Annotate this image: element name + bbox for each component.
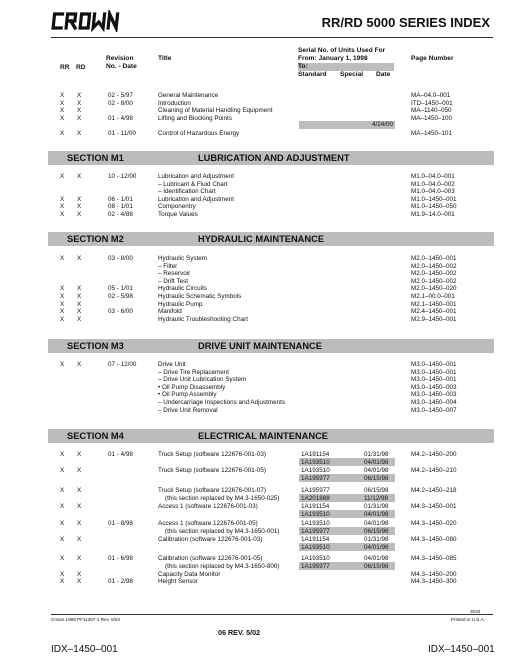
row-title: Hydraulic Troubleshooting Chart xyxy=(158,315,248,323)
row-title: – Drift Test xyxy=(158,277,188,285)
row-revision: 01 - 4/98 xyxy=(108,451,133,458)
row-rr: X xyxy=(60,285,65,293)
row-page-number: M4.2–1450–200 xyxy=(411,451,457,458)
row-title: Hydraulic Pump xyxy=(158,300,203,308)
row-rr: X xyxy=(60,130,65,137)
row-page-number: M2.0–1450–002 xyxy=(411,270,457,278)
serial-date: 04/01/98 xyxy=(364,543,389,551)
row-title: Lubrication and Adjustment xyxy=(158,173,234,180)
row-page-number: MA–1450–100 xyxy=(411,114,452,122)
serial-date: 06/15/98 xyxy=(364,527,389,535)
footer-idx-left: IDX–1450–001 xyxy=(51,644,118,655)
row-revision: 01 - 6/98 xyxy=(108,555,133,562)
row-rr: X xyxy=(60,467,65,474)
row-page-number: M3.0–1450–001 xyxy=(411,368,457,376)
row-rd: X xyxy=(77,536,82,543)
row-title: Hydraulic Circuits xyxy=(158,285,207,293)
row-title: Access 1 (software 122676-001-05) xyxy=(158,520,258,527)
row-page-number: MA–04.0–001 xyxy=(411,92,451,99)
row-page-number: M1.0–1450–050 xyxy=(411,203,457,211)
page-title: RR/RD 5000 SERIES INDEX xyxy=(321,15,490,30)
row-page-number: M2.0–1450–001 xyxy=(411,255,457,262)
section-m1-number: SECTION M1 xyxy=(67,153,124,163)
serial-number: 1A193510 xyxy=(301,510,330,518)
serial-number: 1A193510 xyxy=(301,467,330,474)
section-m3-number: SECTION M3 xyxy=(67,341,124,351)
row-rd: X xyxy=(77,361,82,368)
row-page-number: M2.0–1450–020 xyxy=(411,285,457,293)
section-m4-number: SECTION M4 xyxy=(67,431,124,441)
row-page-number: M4.3–1450–300 xyxy=(411,578,457,585)
row-revision: 02 - 4/88 xyxy=(108,211,133,218)
serial-date: 01/31/98 xyxy=(364,536,389,543)
row-rd: X xyxy=(77,99,82,107)
header-serial xyxy=(298,47,394,79)
serial-number: 1A201888 xyxy=(301,494,330,502)
section-m2-title: HYDRAULIC MAINTENANCE xyxy=(198,234,325,244)
row-title: • Oil Pump Disassembly xyxy=(158,383,226,391)
serial-number: 1A195977 xyxy=(301,487,330,494)
header-serial-line1: Serial No. of Units Used For xyxy=(298,47,386,54)
row-title: Lubrication and Adjustment xyxy=(158,195,234,203)
row-page-number: M4.2–1450–218 xyxy=(411,487,457,494)
row-rr: X xyxy=(60,503,65,510)
row-page-number: M4.3–1450–020 xyxy=(411,520,457,527)
row-title: – Filter xyxy=(158,262,178,270)
row-revision: 02 - 5/97 xyxy=(108,92,133,99)
row-page-number: M2.4–1450–001 xyxy=(411,308,457,316)
row-rd: X xyxy=(77,578,82,585)
serial-number: 1A191154 xyxy=(301,536,330,543)
section-m4-title: ELECTRICAL MAINTENANCE xyxy=(198,431,328,441)
row-revision: 06 - 1/01 xyxy=(108,195,133,203)
serial-number: 1A193510 xyxy=(301,555,330,562)
row-rd: X xyxy=(77,451,82,458)
section-m2-number: SECTION M2 xyxy=(67,234,124,244)
header-serial-to: To: xyxy=(298,63,394,71)
serial-date: 04/01/98 xyxy=(364,458,389,466)
row-title: Access 1 (software 122676-001-03) xyxy=(158,503,258,510)
serial-date: 04/01/98 xyxy=(364,510,389,518)
row-rd: X xyxy=(77,255,82,262)
serial-number: 1A193510 xyxy=(301,458,330,466)
row-revision: 01 - 8/98 xyxy=(108,520,133,527)
row-rr: X xyxy=(60,211,65,218)
row-rd: X xyxy=(77,487,82,494)
row-rr: X xyxy=(60,315,65,323)
row-page-number: M3.0–1450–003 xyxy=(411,391,457,399)
row-revision: 05 - 1/01 xyxy=(108,285,133,293)
row-rr: X xyxy=(60,107,65,115)
serial-number: 1A195977 xyxy=(301,562,330,570)
serial-date: 06/15/98 xyxy=(364,474,389,482)
row-rd: X xyxy=(77,503,82,510)
row-page-number: M3.0–1450–004 xyxy=(411,399,457,406)
row-page-number: M4.3–1450–085 xyxy=(411,555,457,562)
serial-date: 06/15/98 xyxy=(364,562,389,570)
row-page-number: M2.0–1450–002 xyxy=(411,262,457,270)
row-rr: X xyxy=(60,255,65,262)
row-rd: X xyxy=(77,285,82,293)
serial-date: 06/15/98 xyxy=(364,487,389,494)
row-page-number: M1.0–1450–001 xyxy=(411,195,457,203)
row-title: Componentry xyxy=(158,203,196,211)
row-rd: X xyxy=(77,195,82,203)
row-rr: X xyxy=(60,487,65,494)
row-page-number: MA–1450–101 xyxy=(411,130,452,137)
row-title: Manifold xyxy=(158,308,182,316)
row-rd: X xyxy=(77,571,82,578)
row-title: Capacity Data Monitor xyxy=(158,571,221,578)
row-revision: 08 - 1/01 xyxy=(108,203,133,211)
row-page-number: M1.0–04.0–001 xyxy=(411,173,455,180)
header-serial-from: From: January 1, 1998 xyxy=(298,55,368,62)
row-page-number: M3.0–1450–001 xyxy=(411,376,457,384)
serial-number: 1A195977 xyxy=(301,527,330,535)
header-rr: RR xyxy=(60,64,70,71)
row-title: Truck Setup (software 122676-001-05) xyxy=(158,467,266,474)
row-rd: X xyxy=(77,130,82,137)
row-page-number: MA–1140–050 xyxy=(411,107,452,115)
footer-revision: 06 REV. 5/02 xyxy=(218,628,261,637)
row-title: • Oil Pump Assembly xyxy=(158,391,217,399)
row-date: 4/24/00 xyxy=(299,121,395,129)
header-date: Date xyxy=(376,71,391,78)
row-page-number: M3.0–1450–007 xyxy=(411,406,457,414)
row-page-number: M4.3–1450–001 xyxy=(411,503,457,510)
row-title: Cleaning of Material Handling Equipment xyxy=(158,107,273,115)
row-revision: 03 - 6/00 xyxy=(108,308,133,316)
row-title: Truck Setup (software 122676-001-07) xyxy=(158,487,266,494)
row-rr: X xyxy=(60,173,65,180)
row-title: Drive Unit xyxy=(158,361,186,368)
row-title: Lifting and Blocking Points xyxy=(158,114,232,122)
header-special: Special xyxy=(340,71,364,78)
row-rr: X xyxy=(60,451,65,458)
serial-number: 1A195977 xyxy=(301,474,330,482)
row-title: – Reservoir xyxy=(158,270,191,278)
row-page-number: M2.1–00.0–001 xyxy=(411,293,455,300)
row-page-number: M1.0–04.0–002 xyxy=(411,180,455,188)
row-revision: 01 - 11/00 xyxy=(108,130,136,137)
section-m1-title: LUBRICATION AND ADJUSTMENT xyxy=(198,153,350,163)
row-title: Truck Setup (software 122676-001-03) xyxy=(158,451,266,458)
row-title: – Drive Tire Replacement xyxy=(158,368,230,376)
row-page-number: M1.9–14.0–001 xyxy=(411,211,455,218)
row-rr: X xyxy=(60,92,65,99)
row-rr: X xyxy=(60,578,65,585)
header-revision-line1: Revision xyxy=(106,55,134,62)
row-page-number: M2.9–1450–001 xyxy=(411,315,457,323)
row-rd: X xyxy=(77,520,82,527)
header-page-number: Page Number xyxy=(411,55,454,62)
row-title: General Maintenance xyxy=(158,92,219,99)
header-rd: RD xyxy=(76,64,86,71)
row-title: Hydraulic System xyxy=(158,255,207,262)
footer-idx-right: IDX–1450–001 xyxy=(428,644,495,655)
row-rr: X xyxy=(60,203,65,211)
row-revision: 01 - 4/98 xyxy=(108,114,133,122)
footer-divider xyxy=(51,614,493,615)
row-revision: 07 - 12/00 xyxy=(108,361,137,368)
row-rr: X xyxy=(60,555,65,562)
row-rd: X xyxy=(77,92,82,99)
row-rr: X xyxy=(60,114,65,122)
row-rd: X xyxy=(77,107,82,115)
row-rr: X xyxy=(60,293,65,300)
section-m2-band xyxy=(48,232,494,246)
serial-date: 11/12/98 xyxy=(364,494,389,502)
row-revision: 02 - 5/98 xyxy=(108,293,133,300)
row-rd: X xyxy=(77,315,82,323)
row-title: (this section replaced by M4.3-1650-800) xyxy=(165,562,280,570)
serial-date: 04/01/98 xyxy=(364,555,389,562)
row-title: – Identification Chart xyxy=(158,188,216,196)
serial-date: 01/31/98 xyxy=(364,451,389,458)
footer-printed: Printed in U.S.A. xyxy=(451,617,485,622)
section-m3-band xyxy=(48,339,494,353)
row-page-number: M2.1–1450–001 xyxy=(411,300,457,308)
row-rr: X xyxy=(60,195,65,203)
row-rd: X xyxy=(77,467,82,474)
crown-logo-mark xyxy=(49,10,121,32)
section-m3-title: DRIVE UNIT MAINTENANCE xyxy=(198,341,322,351)
row-rd: X xyxy=(77,114,82,122)
row-revision: 10 - 12/00 xyxy=(108,173,137,180)
serial-date: 01/31/98 xyxy=(364,503,389,510)
row-rr: X xyxy=(60,308,65,316)
row-title: Control of Hazardous Energy xyxy=(158,130,240,137)
row-title: Introduction xyxy=(158,99,191,107)
row-title: (this section replaced by M4.3-1650-025) xyxy=(165,494,280,502)
row-rd: X xyxy=(77,211,82,218)
serial-number: 1A191154 xyxy=(301,503,330,510)
header-revision-line2: No. - Date xyxy=(106,63,137,70)
row-page-number: M4.3–1450–200 xyxy=(411,571,457,578)
header-revision xyxy=(106,55,137,71)
serial-number: 1A193510 xyxy=(301,543,330,551)
row-page-number: M1.0–04.0–003 xyxy=(411,188,455,196)
row-rr: X xyxy=(60,361,65,368)
row-title: Torque Values xyxy=(158,211,198,218)
row-title: – Drive Unit Removal xyxy=(158,406,218,414)
section-m4-band xyxy=(48,429,494,443)
row-page-number: M3.0–1450–001 xyxy=(411,361,457,368)
row-rd: X xyxy=(77,300,82,308)
row-page-number: M4.3–1450–080 xyxy=(411,536,457,543)
row-revision: 01 - 2/98 xyxy=(108,578,133,585)
row-rr: X xyxy=(60,536,65,543)
footer-copyright: Crown 1998 PF11307-1 Rev. 5/02 xyxy=(51,617,121,622)
row-page-number: ITD–1450–001 xyxy=(411,99,453,107)
row-title: Hydraulic Schematic Symbols xyxy=(158,293,242,300)
row-rd: X xyxy=(77,173,82,180)
row-revision: 03 - 8/00 xyxy=(108,255,133,262)
header-standard: Standard xyxy=(298,71,327,78)
row-revision: 02 - 8/00 xyxy=(108,99,133,107)
row-rd: X xyxy=(77,203,82,211)
section-m1-band xyxy=(48,151,494,165)
row-page-number: M4.2–1450–210 xyxy=(411,467,457,474)
row-rr: X xyxy=(60,300,65,308)
serial-date: 04/01/98 xyxy=(364,467,389,474)
row-rr: X xyxy=(60,520,65,527)
row-title: Calibration (software 122676-001-03) xyxy=(158,536,263,543)
row-rd: X xyxy=(77,308,82,316)
footer-code: 3033 xyxy=(470,609,481,614)
row-title: (this section replaced by M4.3-1650-001) xyxy=(165,527,280,535)
serial-date: 04/01/98 xyxy=(364,520,389,527)
row-rd: X xyxy=(77,555,82,562)
header-title: Title xyxy=(158,55,172,62)
header-divider xyxy=(51,37,493,38)
row-rr: X xyxy=(60,99,65,107)
row-title: Height Sensor xyxy=(158,578,198,585)
row-rr: X xyxy=(60,571,65,578)
serial-number: 1A191154 xyxy=(301,451,330,458)
row-page-number: M2.0–1450–002 xyxy=(411,277,457,285)
row-rd: X xyxy=(77,293,82,300)
row-title: Calibration (software 122676-001-05) xyxy=(158,555,263,562)
serial-number: 1A193510 xyxy=(301,520,330,527)
row-title: – Lubricant & Fluid Chart xyxy=(158,180,228,188)
row-title: – Drive Unit Lubrication System xyxy=(158,376,247,384)
row-title: – Undercarriage Inspections and Adjustments xyxy=(158,399,286,406)
row-page-number: M3.0–1450–003 xyxy=(411,383,457,391)
